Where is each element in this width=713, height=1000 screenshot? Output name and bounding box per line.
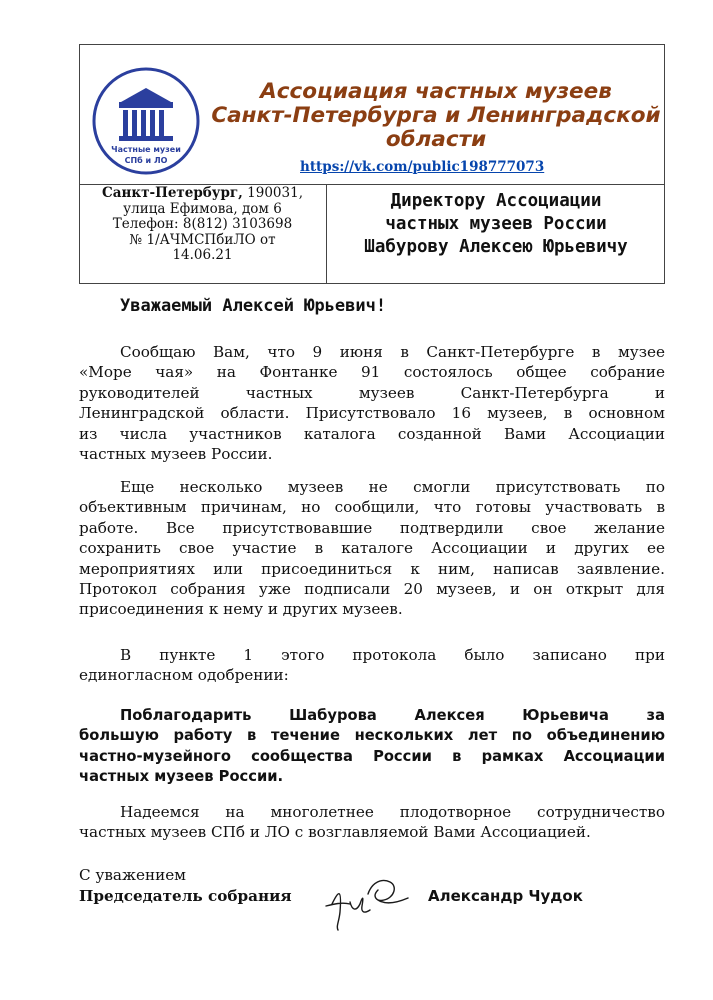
sender-street: улица Ефимова, дом 6: [123, 200, 282, 217]
logo-text-line1: Частные музеи: [111, 145, 181, 154]
text-line: частно-музейного сообщества России в рамках Ассоциации: [79, 747, 665, 765]
sender-address: [80, 186, 325, 264]
text-line: частных музеев России.: [79, 444, 273, 463]
sender-phone: Телефон: 8(812) 3103698: [112, 216, 293, 232]
text-line: Еще несколько музеев не смогли присутствовать по: [120, 478, 665, 496]
paragraph-1: [79, 342, 665, 464]
organization-title: [210, 80, 662, 152]
addressee-line: Директору Ассоциации: [390, 191, 602, 211]
paragraph-5: [79, 802, 665, 843]
paragraph-3: [79, 645, 665, 686]
addressee: [328, 190, 664, 259]
text-line: частных музеев СПб и ЛО с возглавляемой Вами Ассоциацией.: [79, 823, 591, 842]
museum-building-icon: [91, 66, 201, 176]
sender-city: Санкт-Петербург,: [101, 185, 243, 201]
org-title-line: области: [385, 127, 487, 152]
text-line: мероприятиях или присоединиться к ним, написав заявление.: [79, 559, 665, 578]
text-line: сохранить свое участие в каталоге Ассоциации и других ее: [79, 539, 665, 558]
text-line: Ленинградской области. Присутствовало 16 музеев, в основном: [79, 404, 665, 423]
salutation: Уважаемый Алексей Юрьевич!: [120, 296, 387, 316]
chair-title: Председатель собрания: [79, 887, 292, 905]
text-line: руководителей частных музеев Санкт-Петербурга и: [79, 383, 665, 402]
vk-link[interactable]: https://vk.com/public198777073: [300, 159, 545, 175]
text-line: единогласном одобрении:: [79, 666, 289, 685]
text-line: Надеемся на многолетнее плодотворное сотрудничество: [120, 803, 665, 821]
text-line: Сообщаю Вам, что 9 июня в Санкт-Петербурге в музее: [120, 343, 665, 361]
text-line: объективным причинам, но сообщили, что готовы участвовать в: [79, 498, 665, 517]
text-line: частных музеев России.: [79, 768, 284, 786]
text-line: Протокол собрания уже подписали 20 музеев, и он открыт для: [79, 579, 665, 598]
text-line: присоединения к нему и других музеев.: [79, 600, 403, 619]
sender-reference: № 1/АЧМСПбиЛО от: [129, 231, 276, 248]
addressee-line: Шабурову Алексею Юрьевичу: [364, 237, 628, 257]
paragraph-2: [79, 477, 665, 620]
handwritten-signature-icon: [318, 864, 418, 934]
logo-text-line2: СПб и ЛО: [124, 156, 168, 165]
text-line: Поблагодарить Шабурова Алексея Юрьевича за: [120, 707, 665, 724]
text-line: В пункте 1 этого протокола было записано при: [120, 646, 665, 664]
addressee-line: частных музеев России: [385, 214, 607, 234]
text-line: «Море чая» на Фонтанке 91 состоялось общее собрание: [79, 363, 665, 382]
sender-date: 14.06.21: [172, 247, 233, 263]
text-line: из числа участников каталога созданной Вами Ассоциации: [79, 424, 665, 443]
text-line: работе. Все присутствовавшие подтвердили свое желание: [79, 518, 665, 537]
org-title-line: Санкт-Петербурга и Ленинградской: [211, 103, 661, 128]
sender-city-line: [80, 186, 325, 202]
sender-postcode: 190031,: [242, 185, 303, 201]
letterhead-divider-vertical: [326, 184, 327, 284]
org-title-line: Ассоциация частных музеев: [260, 79, 612, 104]
paragraph-4-resolution: [79, 706, 665, 788]
closing: С уважением: [79, 866, 186, 884]
signer-name: Александр Чудок: [428, 887, 583, 905]
text-line: большую работу в течение нескольких лет по объединению: [79, 727, 665, 745]
